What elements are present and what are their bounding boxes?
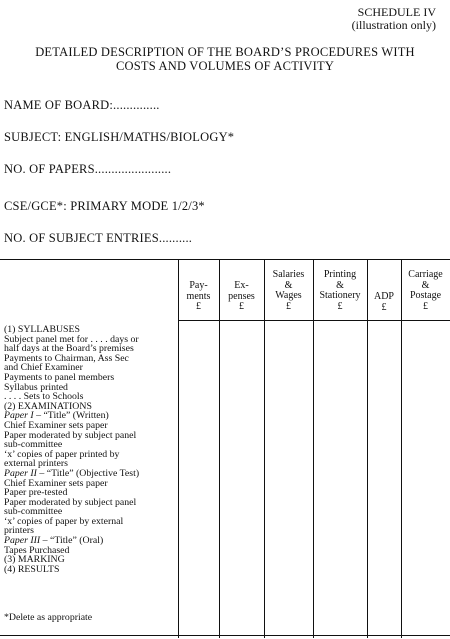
row-label: Syllabus printed bbox=[4, 382, 68, 393]
row-label: and Chief Examiner bbox=[4, 363, 83, 373]
paper-number: Paper II bbox=[4, 468, 37, 479]
table-row bbox=[4, 354, 176, 364]
table-row bbox=[4, 402, 176, 412]
column-header-salaries-wages: Salaries & Wages £ bbox=[272, 269, 305, 312]
mode-field: CSE/GCE*: PRIMARY MODE 1/2/3* bbox=[4, 199, 205, 213]
paper-number: Paper I bbox=[4, 411, 34, 421]
column-header-expenses: Ex- penses £ bbox=[228, 280, 255, 312]
table-top-rule bbox=[0, 259, 450, 260]
table-row bbox=[4, 526, 176, 536]
table-row bbox=[4, 469, 176, 479]
row-label: ‘x’ copies of paper by external bbox=[4, 516, 124, 527]
row-label: (1) SYLLABUSES bbox=[4, 325, 80, 335]
row-label: – “Title” (Written) bbox=[33, 411, 109, 421]
row-label: sub-committee bbox=[4, 440, 63, 450]
row-label: ‘x’ copies of paper printed by bbox=[4, 449, 120, 460]
column-header-printing-stationery: Printing & Stationery £ bbox=[319, 269, 361, 312]
row-label: Tapes Purchased bbox=[4, 545, 70, 556]
row-label: Paper pre-tested bbox=[4, 488, 68, 498]
table-bottom-rule bbox=[0, 635, 450, 636]
column-header-carriage-postage: Carriage & Postage £ bbox=[408, 269, 443, 312]
table-row bbox=[4, 440, 176, 450]
table-row bbox=[4, 459, 176, 469]
table-row bbox=[4, 450, 176, 460]
table-row bbox=[4, 325, 176, 335]
table-row bbox=[4, 335, 176, 345]
row-label: external printers bbox=[4, 459, 68, 469]
schedule-note: (illustration only) bbox=[351, 18, 436, 32]
row-label: (4) RESULTS bbox=[4, 564, 60, 575]
row-label: . . . . Sets to Schools bbox=[4, 392, 84, 402]
board-name-field: NAME OF BOARD:.............. bbox=[4, 98, 160, 112]
row-label: printers bbox=[4, 526, 34, 537]
subject-field: SUBJECT: ENGLISH/MATHS/BIOLOGY* bbox=[4, 130, 235, 144]
table-row bbox=[4, 517, 176, 527]
table-row bbox=[4, 479, 176, 489]
table-row bbox=[4, 383, 176, 393]
row-label: Paper moderated by subject panel bbox=[4, 497, 137, 508]
row-label: Payments to panel members bbox=[4, 372, 115, 383]
row-label: Subject panel met for . . . . days or bbox=[4, 334, 139, 345]
table-row bbox=[4, 555, 176, 565]
table-row bbox=[4, 507, 176, 517]
table-row bbox=[4, 373, 176, 383]
row-label: Chief Examiner sets paper bbox=[4, 420, 108, 431]
table-row bbox=[4, 421, 176, 431]
row-label: half days at the Board’s premises bbox=[4, 344, 134, 354]
table-row bbox=[4, 411, 176, 421]
row-label: (2) EXAMINATIONS bbox=[4, 401, 92, 412]
table-row bbox=[4, 363, 176, 373]
row-label: (3) MARKING bbox=[4, 555, 65, 565]
row-label: – “Title” (Objective Test) bbox=[36, 468, 140, 479]
row-label: Chief Examiner sets paper bbox=[4, 478, 108, 489]
row-label: Payments to Chairman, Ass Sec bbox=[4, 353, 129, 364]
paper-number: Paper III bbox=[4, 536, 41, 546]
row-label: Paper moderated by subject panel bbox=[4, 430, 137, 441]
column-header-payments: Pay- ments £ bbox=[186, 280, 211, 312]
table-row bbox=[4, 536, 176, 546]
row-label: sub-committee bbox=[4, 507, 63, 517]
table-row bbox=[4, 565, 176, 575]
column-header-adp: ADP £ bbox=[373, 291, 394, 313]
table-row bbox=[4, 431, 176, 441]
papers-count-field: NO. OF PAPERS....................... bbox=[4, 162, 172, 176]
schedule-label bbox=[352, 6, 436, 32]
title-line-2: COSTS AND VOLUMES OF ACTIVITY bbox=[115, 59, 335, 73]
document-title bbox=[0, 45, 450, 73]
table-row bbox=[4, 488, 176, 498]
table-row bbox=[4, 546, 176, 556]
table-row bbox=[4, 392, 176, 402]
schedule-number: SCHEDULE IV bbox=[357, 5, 436, 19]
table-row bbox=[4, 344, 176, 354]
subject-entries-field: NO. OF SUBJECT ENTRIES.......... bbox=[4, 231, 193, 245]
column-headers bbox=[178, 270, 450, 320]
table-row bbox=[4, 498, 176, 508]
footnote: *Delete as appropriate bbox=[4, 612, 93, 623]
row-label: – “Title” (Oral) bbox=[40, 536, 104, 546]
title-line-1: DETAILED DESCRIPTION OF THE BOARD’S PROCEDURES WITH bbox=[35, 45, 415, 59]
activity-rows bbox=[4, 325, 176, 574]
